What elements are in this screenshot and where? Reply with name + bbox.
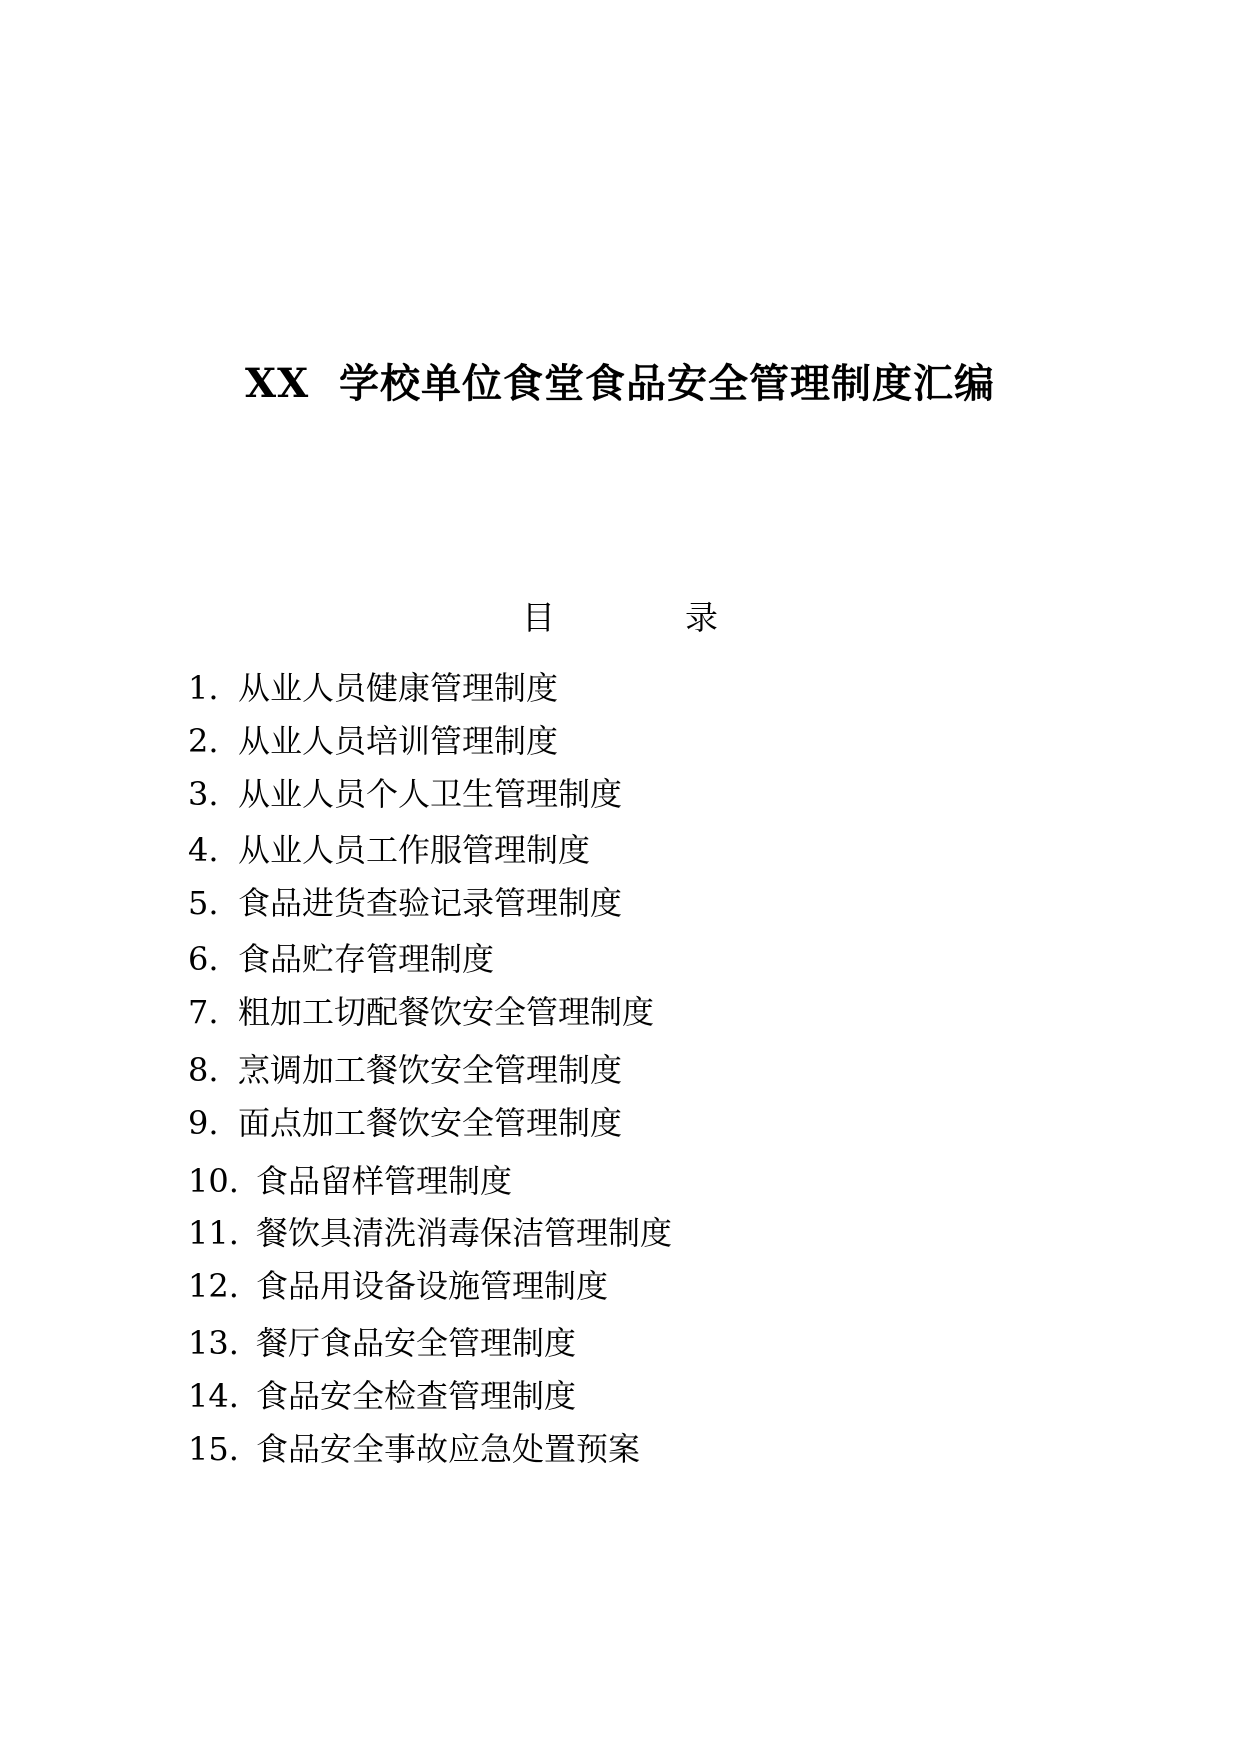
toc-item-number: 6.: [188, 940, 219, 978]
toc-item[interactable]: [188, 1266, 608, 1306]
toc-item-label: 食品留样管理制度: [256, 1162, 513, 1200]
toc-item-number: 2.: [188, 722, 219, 760]
toc-item-label: 从业人员培训管理制度: [238, 722, 559, 760]
toc-item-label: 烹调加工餐饮安全管理制度: [238, 1051, 623, 1089]
toc-item[interactable]: [188, 1213, 672, 1253]
toc-item-label: 食品贮存管理制度: [238, 940, 495, 978]
toc-item-number: 11.: [188, 1214, 239, 1252]
toc-item-number: 8.: [188, 1051, 219, 1089]
toc-heading-right: 录: [685, 598, 718, 637]
toc-item-number: 12.: [188, 1267, 239, 1305]
toc-item-label: 餐厅食品安全管理制度: [256, 1324, 577, 1362]
toc-item-label: 餐饮具清洗消毒保洁管理制度: [256, 1214, 673, 1252]
toc-item-number: 5.: [188, 884, 219, 922]
toc-item[interactable]: [188, 774, 622, 814]
toc-item[interactable]: [188, 1050, 622, 1090]
toc-item[interactable]: [188, 1323, 576, 1363]
toc-item[interactable]: [188, 668, 558, 708]
toc-item-label: 食品用设备设施管理制度: [256, 1267, 609, 1305]
toc-item-number: 14.: [188, 1377, 239, 1415]
toc-item[interactable]: [188, 1376, 576, 1416]
toc-item-number: 7.: [188, 993, 219, 1031]
toc-item-number: 13.: [188, 1324, 239, 1362]
toc-item-label: 从业人员个人卫生管理制度: [238, 775, 623, 813]
toc-item[interactable]: [188, 883, 622, 923]
toc-item[interactable]: [188, 830, 590, 870]
toc-item-label: 食品安全检查管理制度: [256, 1377, 577, 1415]
toc-item-number: 15.: [188, 1430, 239, 1468]
toc-item[interactable]: [188, 1161, 512, 1201]
toc-item[interactable]: [188, 992, 654, 1032]
toc-item[interactable]: [188, 1429, 640, 1469]
toc-item-label: 从业人员工作服管理制度: [238, 831, 591, 869]
toc-item-number: 10.: [188, 1162, 239, 1200]
toc-item-label: 食品进货查验记录管理制度: [238, 884, 623, 922]
toc-item[interactable]: [188, 1103, 622, 1143]
toc-item-label: 从业人员健康管理制度: [238, 669, 559, 707]
toc-item-label: 食品安全事故应急处置预案: [256, 1430, 641, 1468]
toc-item-number: 1.: [188, 669, 219, 707]
toc-item-number: 3.: [188, 775, 219, 813]
toc-heading: [0, 592, 1240, 639]
toc-item-label: 粗加工切配餐饮安全管理制度: [238, 993, 655, 1031]
document-title: XX 学校单位食堂食品安全管理制度汇编: [245, 360, 995, 407]
toc-heading-left: 目: [522, 598, 555, 637]
toc-item[interactable]: [188, 939, 494, 979]
toc-item-label: 面点加工餐饮安全管理制度: [238, 1104, 623, 1142]
toc-item-number: 4.: [188, 831, 219, 869]
toc-item-number: 9.: [188, 1104, 219, 1142]
toc-item[interactable]: [188, 721, 558, 761]
